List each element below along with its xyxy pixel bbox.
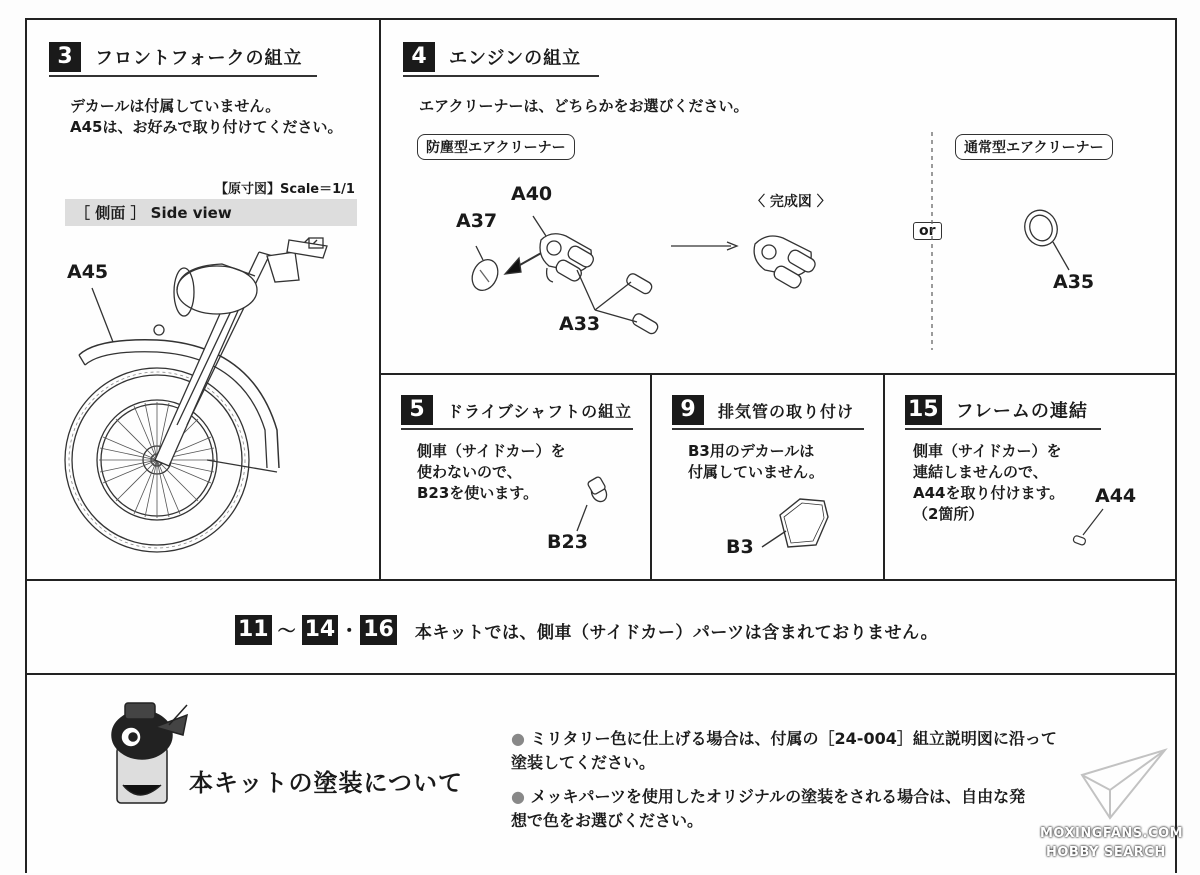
step4-title: エンジンの組立 xyxy=(449,48,582,69)
notice-step-c: 16 xyxy=(360,615,397,645)
step9-title: 排気管の取り付け xyxy=(718,401,855,421)
step15-note: 側車（サイドカー）を 連結しませんので、 A44を取り付けます。 （2箇所） xyxy=(913,442,1065,523)
step9-number: 9 xyxy=(672,395,704,425)
part-a37-label: A37 xyxy=(456,210,498,232)
painting-bullet-2: ● メッキパーツを使用したオリジナルの塗装をされる場合は、自由な発 想で色をお選びください。 xyxy=(511,785,1025,833)
watermark-line-1: MOXINGFANS.COM xyxy=(1040,826,1184,841)
step15-number: 15 xyxy=(905,395,942,425)
notice-tilde: ～ xyxy=(277,621,296,642)
step3-title: フロントフォークの組立 xyxy=(95,48,303,69)
front-fork-drawing xyxy=(27,20,383,583)
step15-panel xyxy=(883,373,1177,581)
part-a35-label: A35 xyxy=(1053,271,1095,293)
notice-text: 本キットでは、側車（サイドカー）パーツは含まれておりません。 xyxy=(414,622,939,643)
notice-step-b: 14 xyxy=(302,615,339,645)
engine-assembly-drawing xyxy=(381,20,1179,377)
notice-panel xyxy=(25,579,1177,675)
a44-drawing xyxy=(885,375,1179,583)
step5-note: 側車（サイドカー）を 使わないので、 B23を使います。 xyxy=(417,442,566,502)
step4-number: 4 xyxy=(403,42,435,72)
part-a40-label: A40 xyxy=(511,183,553,205)
step15-title: フレームの連結 xyxy=(955,401,1088,422)
step3-panel xyxy=(25,18,381,581)
scale-label: 【原寸図】Scale＝1/1 xyxy=(215,182,355,197)
notice-row xyxy=(235,615,938,645)
part-a44-label: A44 xyxy=(1095,485,1137,507)
step4-panel xyxy=(379,18,1177,375)
notice-dot: ・ xyxy=(340,621,359,642)
option-dustproof-label: 防塵型エアクリーナー xyxy=(417,134,575,160)
part-b23-label: B23 xyxy=(547,531,588,553)
step9-note: B3用のデカールは 付属していません。 xyxy=(688,442,824,481)
step9-panel xyxy=(650,373,885,581)
step4-instruction: エアクリーナーは、どちらかをお選びください。 xyxy=(419,97,749,115)
painting-bullet-1: ● ミリタリー色に仕上げる場合は、付属の［24-004］組立説明図に沿って 塗装してください。 xyxy=(511,727,1057,775)
step5-panel xyxy=(379,373,652,581)
option-normal-label: 通常型エアクリーナー xyxy=(955,134,1113,160)
notice-step-a: 11 xyxy=(235,615,272,645)
painting-title: 本キットの塗装について xyxy=(189,769,464,797)
watermark-line-2: HOBBY SEARCH xyxy=(1046,845,1166,860)
part-a33-label: A33 xyxy=(559,313,601,335)
part-b3-label: B3 xyxy=(726,536,754,558)
step3-note: デカールは付属していません。 A45は、お好みで取り付けてください。 xyxy=(70,97,343,136)
step5-title: ドライブシャフトの組立 xyxy=(447,401,633,421)
part-a45-label: A45 xyxy=(67,261,109,283)
complete-view-label: 〈 完成図 〉 xyxy=(751,194,831,210)
or-label: or xyxy=(913,222,942,240)
side-view-label: ［ 側面 ］ Side view xyxy=(65,199,357,226)
b23-drawing xyxy=(381,375,654,583)
step3-number: 3 xyxy=(49,42,81,72)
painting-panel xyxy=(25,673,1177,873)
b3-drawing xyxy=(652,375,887,583)
step5-number: 5 xyxy=(401,395,433,425)
